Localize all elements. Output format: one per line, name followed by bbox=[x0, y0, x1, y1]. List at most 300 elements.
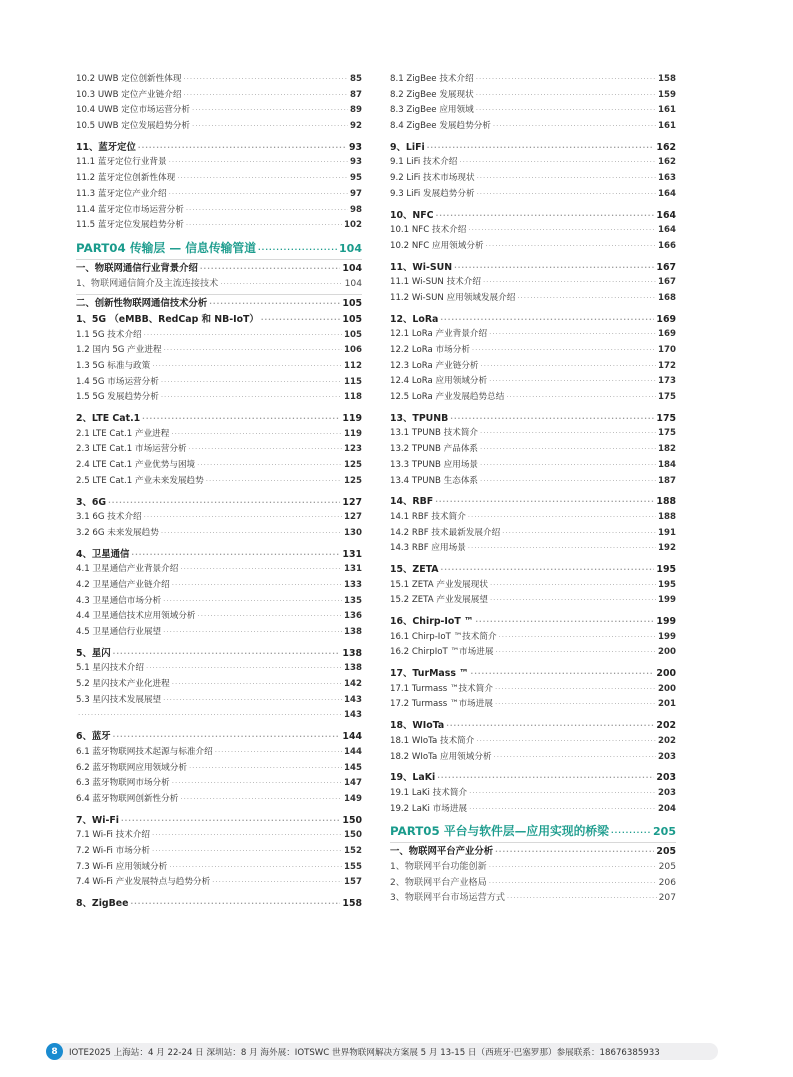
toc-entry-page: 161 bbox=[658, 121, 676, 132]
toc-entry-page: 150 bbox=[342, 814, 362, 826]
toc-entry-label: 6.2 蓝牙物联网应用领域分析 bbox=[76, 762, 187, 773]
toc-entry-label: 8.3 ZigBee 应用领域 bbox=[390, 105, 474, 116]
dot-leader bbox=[258, 241, 337, 259]
toc-section-entry[interactable] bbox=[76, 828, 362, 844]
toc-entry-label: 15.2 ZETA 产业发展展望 bbox=[390, 595, 488, 606]
dot-leader bbox=[121, 814, 340, 830]
toc-entry-label: 8、ZigBee bbox=[76, 898, 129, 909]
dot-leader bbox=[477, 187, 656, 203]
toc-section-entry[interactable] bbox=[390, 291, 676, 307]
toc-section-entry[interactable] bbox=[390, 697, 676, 713]
toc-section-entry[interactable] bbox=[76, 390, 362, 406]
dot-leader bbox=[220, 277, 342, 293]
toc-entry-page: 200 bbox=[658, 683, 676, 694]
dot-leader bbox=[197, 458, 342, 474]
toc-entry-label: 4.1 卫星通信产业背景介绍 bbox=[76, 564, 179, 575]
toc-entry-page: 104 bbox=[339, 241, 362, 255]
toc-section-entry[interactable] bbox=[76, 594, 362, 610]
dot-leader bbox=[200, 262, 341, 278]
toc-section-entry[interactable] bbox=[390, 578, 676, 594]
dot-leader bbox=[144, 510, 342, 526]
dot-leader bbox=[427, 141, 655, 157]
toc-entry-page: 93 bbox=[348, 141, 362, 153]
toc-chapter-entry[interactable] bbox=[390, 312, 676, 328]
dot-leader bbox=[495, 697, 656, 713]
toc-section-entry[interactable] bbox=[76, 474, 362, 490]
toc-section-entry[interactable] bbox=[76, 155, 362, 171]
toc-chapter-entry[interactable] bbox=[76, 896, 362, 912]
toc-section-entry[interactable] bbox=[76, 277, 362, 293]
dot-leader bbox=[468, 223, 656, 239]
toc-section-entry[interactable] bbox=[76, 218, 362, 234]
toc-entry-page: 106 bbox=[344, 345, 362, 356]
toc-entry-label: 10.2 UWB 定位创新性体现 bbox=[76, 74, 182, 84]
toc-section-entry[interactable] bbox=[390, 458, 676, 474]
toc-section-entry[interactable] bbox=[390, 343, 676, 359]
toc-entry-page: 87 bbox=[350, 89, 362, 100]
toc-entry-page: 205 bbox=[653, 825, 676, 839]
toc-entry-page: 127 bbox=[342, 496, 362, 508]
toc-section-entry[interactable] bbox=[390, 72, 676, 88]
toc-section-entry[interactable] bbox=[76, 103, 362, 119]
toc-entry-label: 11.3 蓝牙定位产业介绍 bbox=[76, 188, 167, 199]
toc-section-entry[interactable] bbox=[390, 426, 676, 442]
dot-leader bbox=[440, 313, 654, 329]
toc-entry-label: 1、物联网通信简介及主流连接技术 bbox=[76, 278, 219, 289]
toc-section-entry[interactable] bbox=[390, 645, 676, 661]
dot-leader bbox=[481, 359, 657, 375]
toc-section-entry[interactable] bbox=[390, 526, 676, 542]
toc-entry-label: 11.1 蓝牙定位行业背景 bbox=[76, 157, 167, 168]
toc-entry-page: 119 bbox=[344, 428, 362, 439]
toc-entry-page: 167 bbox=[658, 277, 676, 288]
toc-entry-label: 11.5 蓝牙定位发展趋势分析 bbox=[76, 220, 184, 231]
toc-entry-page: 127 bbox=[344, 512, 362, 523]
toc-entry-page: 85 bbox=[350, 74, 362, 84]
toc-section-entry[interactable] bbox=[390, 541, 676, 557]
toc-entry-label: PART05 平台与软件层—应用实现的桥梁 bbox=[390, 824, 609, 839]
toc-entry-page: 104 bbox=[342, 262, 362, 274]
toc-entry-label: 7、Wi-Fi bbox=[76, 814, 119, 826]
toc-entry-label: 1.5 5G 发展趋势分析 bbox=[76, 392, 159, 403]
toc-entry-page: 187 bbox=[658, 475, 676, 486]
dot-leader bbox=[490, 578, 656, 594]
dot-leader bbox=[499, 630, 657, 646]
toc-entry-label: 10.3 UWB 定位产业链介绍 bbox=[76, 89, 182, 100]
toc-section-entry[interactable] bbox=[76, 745, 362, 761]
toc-entry-label: 5、星闪 bbox=[76, 647, 111, 659]
toc-entry-label: 2.4 LTE Cat.1 产业优势与困境 bbox=[76, 460, 196, 471]
dot-leader bbox=[437, 771, 654, 787]
toc-entry-label: 14.1 RBF 技术简介 bbox=[390, 511, 466, 522]
dot-leader bbox=[489, 374, 656, 390]
toc-section-entry[interactable] bbox=[76, 625, 362, 641]
toc-entry-label: 1、5G （eMBB、RedCap 和 NB-IoT） bbox=[76, 313, 259, 325]
toc-entry-page: 162 bbox=[658, 157, 676, 168]
dot-leader bbox=[480, 458, 656, 474]
toc-section-entry[interactable] bbox=[76, 708, 362, 724]
dot-leader bbox=[180, 792, 342, 808]
toc-entry-page: 188 bbox=[656, 496, 676, 508]
toc-section-entry[interactable] bbox=[390, 359, 676, 375]
toc-entry-page: 138 bbox=[342, 647, 362, 659]
dot-leader bbox=[172, 776, 342, 792]
toc-entry-page: 159 bbox=[658, 89, 676, 100]
toc-section-entry[interactable] bbox=[76, 792, 362, 808]
toc-chapter-entry[interactable] bbox=[390, 411, 676, 427]
toc-entry-page: 144 bbox=[342, 731, 362, 743]
toc-entry-page: 203 bbox=[656, 772, 676, 784]
dot-leader bbox=[78, 708, 342, 724]
toc-section-entry[interactable] bbox=[390, 239, 676, 255]
toc-entry-label: 9.1 LiFi 技术介绍 bbox=[390, 157, 458, 168]
toc-entry-label: 11.4 蓝牙定位市场运营分析 bbox=[76, 204, 184, 215]
toc-entry-label: 9.3 LiFi 发展趋势分析 bbox=[390, 188, 475, 199]
toc-entry-page: 168 bbox=[658, 292, 676, 303]
dot-leader bbox=[161, 526, 342, 542]
dot-leader bbox=[186, 218, 342, 234]
toc-entry-page: 173 bbox=[658, 376, 676, 387]
toc-chapter-entry[interactable] bbox=[390, 614, 676, 630]
footer-text: IOTE2025 上海站：4 月 22-24 日 深圳站：8 月 海外展：IOTSWC 世界物联网解决方案展 5 月 13-15 日（西班牙·巴塞罗那）参展联系：18676385933 bbox=[69, 1047, 660, 1058]
toc-entry-page: 199 bbox=[656, 616, 676, 627]
dot-leader bbox=[163, 594, 342, 610]
toc-entry-label: 10.1 NFC 技术介绍 bbox=[390, 225, 467, 236]
toc-chapter-entry[interactable] bbox=[76, 495, 362, 511]
dot-leader bbox=[495, 845, 654, 861]
dot-leader bbox=[471, 667, 655, 683]
toc-section-entry[interactable] bbox=[76, 875, 362, 891]
toc-section-entry[interactable] bbox=[390, 474, 676, 490]
toc-entry-page: 200 bbox=[656, 668, 676, 680]
toc-section-entry[interactable] bbox=[76, 526, 362, 542]
dot-leader bbox=[152, 359, 342, 375]
toc-section-entry[interactable] bbox=[76, 562, 362, 578]
dot-leader bbox=[108, 496, 340, 512]
toc-entry-page: 191 bbox=[658, 527, 676, 538]
toc-chapter-entry[interactable] bbox=[390, 260, 676, 276]
toc-section-entry[interactable] bbox=[390, 630, 676, 646]
toc-chapter-entry[interactable] bbox=[390, 140, 676, 156]
toc-section-entry[interactable] bbox=[390, 187, 676, 203]
toc-entry-page: 136 bbox=[344, 611, 362, 622]
toc-entry-label: 10.2 NFC 应用领域分析 bbox=[390, 240, 484, 251]
toc-part-heading[interactable] bbox=[390, 822, 676, 840]
toc-entry-label: 二、创新性物联网通信技术分析 bbox=[76, 298, 208, 310]
toc-entry-label: 1、物联网平台功能创新 bbox=[390, 861, 487, 872]
toc-section-entry[interactable] bbox=[76, 661, 362, 677]
toc-entry-page: 188 bbox=[658, 511, 676, 522]
toc-entry-page: 205 bbox=[656, 846, 676, 858]
dot-leader bbox=[469, 786, 656, 802]
toc-chapter-entry[interactable] bbox=[76, 261, 362, 277]
toc-section-entry[interactable] bbox=[76, 328, 362, 344]
toc-chapter-entry[interactable] bbox=[76, 296, 362, 312]
toc-entry-label: 2.3 LTE Cat.1 市场运营分析 bbox=[76, 444, 187, 455]
toc-chapter-entry[interactable] bbox=[76, 312, 362, 328]
toc-entry-label: 2、LTE Cat.1 bbox=[76, 413, 141, 425]
dot-leader bbox=[183, 88, 348, 104]
toc-entry-label: 3.1 6G 技术介绍 bbox=[76, 512, 142, 523]
toc-section-entry[interactable] bbox=[76, 442, 362, 458]
dot-leader bbox=[130, 897, 340, 913]
dot-leader bbox=[169, 187, 348, 203]
dot-leader bbox=[454, 261, 654, 277]
toc-chapter-entry[interactable] bbox=[390, 562, 676, 578]
toc-entry-page: 133 bbox=[344, 579, 362, 590]
divider bbox=[390, 842, 676, 843]
toc-entry-page: 131 bbox=[344, 564, 362, 575]
dot-leader bbox=[469, 802, 656, 818]
toc-entry-label: 13、TPUNB bbox=[390, 412, 449, 424]
toc-entry-label: 18.1 WIoTa 技术简介 bbox=[390, 735, 475, 746]
dot-leader bbox=[495, 682, 656, 698]
toc-section-entry[interactable] bbox=[390, 103, 676, 119]
toc-entry-label: 3、物联网平台市场运营方式 bbox=[390, 893, 505, 904]
dot-leader bbox=[495, 645, 656, 661]
toc-entry-page: 131 bbox=[342, 548, 362, 560]
toc-entry-label: 13.2 TPUNB 产品体系 bbox=[390, 444, 479, 455]
toc-entry-label: 7.4 Wi-Fi 产业发展特点与趋势分析 bbox=[76, 877, 211, 888]
dot-leader bbox=[172, 677, 342, 693]
toc-entry-label: 一、物联网平台产业分析 bbox=[390, 846, 494, 858]
toc-entry-page: 105 bbox=[344, 329, 362, 340]
toc-entry-page: 199 bbox=[658, 631, 676, 642]
toc-entry-page: 206 bbox=[658, 877, 676, 888]
toc-section-entry[interactable] bbox=[390, 442, 676, 458]
toc-section-entry[interactable] bbox=[76, 427, 362, 443]
dot-leader bbox=[144, 328, 342, 344]
toc-chapter-entry[interactable] bbox=[76, 140, 362, 156]
toc-left-column bbox=[76, 72, 362, 912]
dot-leader bbox=[489, 327, 656, 343]
toc-entry-page: 172 bbox=[658, 360, 676, 371]
toc-section-entry[interactable] bbox=[76, 359, 362, 375]
toc-entry-page: 166 bbox=[658, 240, 676, 251]
toc-section-entry[interactable] bbox=[390, 734, 676, 750]
toc-section-entry[interactable] bbox=[390, 155, 676, 171]
toc-entry-label: 18.2 WIoTa 应用领域分析 bbox=[390, 751, 492, 762]
toc-entry-label: 11、Wi-SUN bbox=[390, 261, 453, 273]
dot-leader bbox=[517, 291, 656, 307]
toc-chapter-entry[interactable] bbox=[76, 411, 362, 427]
dot-leader bbox=[164, 343, 342, 359]
toc-entry-label: 一、物联网通信行业背景介绍 bbox=[76, 262, 198, 274]
toc-entry-label: 1.2 国内 5G 产业进程 bbox=[76, 345, 162, 356]
toc-section-entry[interactable] bbox=[76, 171, 362, 187]
dot-leader bbox=[161, 390, 342, 406]
toc-section-entry[interactable] bbox=[390, 88, 676, 104]
toc-entry-page: 157 bbox=[344, 877, 362, 888]
toc-entry-page: 144 bbox=[344, 746, 362, 757]
toc-entry-label: 16.1 Chirp-IoT ™技术简介 bbox=[390, 631, 497, 642]
dot-leader bbox=[180, 562, 342, 578]
toc-entry-label: 15、ZETA bbox=[390, 563, 439, 575]
dot-leader bbox=[138, 141, 347, 157]
toc-entry-page: 145 bbox=[344, 762, 362, 773]
toc-entry-label: 7.1 Wi-Fi 技术介绍 bbox=[76, 830, 151, 841]
toc-section-entry[interactable] bbox=[76, 776, 362, 792]
toc-section-entry[interactable] bbox=[76, 88, 362, 104]
toc-entry-label: 16、Chirp-IoT ™ bbox=[390, 616, 474, 627]
toc-section-entry[interactable] bbox=[390, 891, 676, 907]
dot-leader bbox=[480, 442, 656, 458]
toc-chapter-entry[interactable] bbox=[390, 844, 676, 860]
toc-chapter-entry[interactable] bbox=[390, 666, 676, 682]
dot-leader bbox=[468, 510, 656, 526]
toc-entry-label: 17.2 Turmass ™市场进展 bbox=[390, 699, 493, 710]
toc-entry-label: 3.2 6G 未来发展趋势 bbox=[76, 527, 159, 538]
toc-section-entry[interactable] bbox=[76, 844, 362, 860]
dot-leader bbox=[186, 203, 348, 219]
toc-entry-page: 143 bbox=[344, 694, 362, 705]
toc-entry-page: 158 bbox=[658, 74, 676, 84]
toc-entry-label: 19.1 LaKi 技术简介 bbox=[390, 787, 468, 798]
toc-entry-page: 149 bbox=[344, 793, 362, 804]
toc-entry-label: 14、RBF bbox=[390, 496, 434, 508]
divider bbox=[76, 294, 362, 295]
dot-leader bbox=[198, 609, 343, 625]
toc-entry-page: 142 bbox=[344, 679, 362, 690]
dot-leader bbox=[490, 593, 656, 609]
dot-leader bbox=[611, 824, 651, 842]
dot-leader bbox=[489, 876, 657, 892]
dot-leader bbox=[475, 615, 654, 631]
toc-section-entry[interactable] bbox=[390, 223, 676, 239]
toc-section-entry[interactable] bbox=[76, 343, 362, 359]
toc-section-entry[interactable] bbox=[390, 786, 676, 802]
toc-section-entry[interactable] bbox=[390, 876, 676, 892]
toc-chapter-entry[interactable] bbox=[76, 547, 362, 563]
dot-leader bbox=[489, 860, 657, 876]
toc-chapter-entry[interactable] bbox=[76, 646, 362, 662]
toc-entry-page: 104 bbox=[344, 278, 362, 289]
toc-entry-page: 135 bbox=[344, 595, 362, 606]
toc-section-entry[interactable] bbox=[390, 860, 676, 876]
toc-entry-label: 2.5 LTE Cat.1 产业未来发展趋势 bbox=[76, 475, 204, 486]
toc-entry-label: PART04 传输层 — 信息传输管道 bbox=[76, 240, 257, 255]
toc-entry-page: 138 bbox=[344, 663, 362, 674]
toc-entry-page: 163 bbox=[658, 173, 676, 184]
toc-entry-page: 115 bbox=[344, 376, 362, 387]
dot-leader bbox=[472, 343, 656, 359]
toc-section-entry[interactable] bbox=[390, 327, 676, 343]
toc-section-entry[interactable] bbox=[390, 510, 676, 526]
toc-entry-label: 4.5 卫星通信行业展望 bbox=[76, 627, 162, 637]
toc-entry-label: 11、蓝牙定位 bbox=[76, 141, 136, 153]
toc-section-entry[interactable] bbox=[390, 275, 676, 291]
dot-leader bbox=[177, 171, 348, 187]
toc-section-entry[interactable] bbox=[76, 677, 362, 693]
toc-entry-page: 184 bbox=[658, 459, 676, 470]
toc-entry-label: 12.2 LoRa 市场分析 bbox=[390, 345, 470, 355]
toc-entry-page: 150 bbox=[344, 830, 362, 841]
toc-entry-page: 175 bbox=[658, 428, 676, 439]
toc-entry-page: 202 bbox=[658, 735, 676, 746]
toc-entry-page: 119 bbox=[342, 413, 362, 425]
toc-section-entry[interactable] bbox=[76, 203, 362, 219]
toc-entry-label: 17.1 Turmass ™技术简介 bbox=[390, 683, 493, 694]
toc-chapter-entry[interactable] bbox=[390, 494, 676, 510]
toc-entry-page: 200 bbox=[658, 647, 676, 658]
toc-entry-label: 8.2 ZigBee 发展现状 bbox=[390, 89, 474, 100]
dot-leader bbox=[183, 72, 348, 88]
dot-leader bbox=[113, 647, 341, 663]
toc-entry-label: 10.5 UWB 定位发展趋势分析 bbox=[76, 121, 191, 132]
dot-leader bbox=[446, 719, 654, 735]
toc-entry-label: 6.1 蓝牙物联网技术起源与标准介绍 bbox=[76, 746, 213, 757]
toc-section-entry[interactable] bbox=[76, 187, 362, 203]
toc-section-entry[interactable] bbox=[76, 72, 362, 88]
toc-section-entry[interactable] bbox=[390, 390, 676, 406]
toc-entry-label: 12.5 LoRa 产业发展趋势总结 bbox=[390, 392, 505, 403]
toc-section-entry[interactable] bbox=[390, 374, 676, 390]
toc-entry-page: 164 bbox=[658, 225, 676, 236]
toc-entry-page: 97 bbox=[350, 188, 362, 199]
toc-chapter-entry[interactable] bbox=[76, 729, 362, 745]
toc-section-entry[interactable] bbox=[390, 682, 676, 698]
toc-entry-page: 161 bbox=[658, 105, 676, 116]
toc-right-column bbox=[390, 72, 676, 907]
toc-section-entry[interactable] bbox=[390, 171, 676, 187]
dot-leader bbox=[483, 275, 656, 291]
toc-entry-page: 155 bbox=[344, 861, 362, 872]
toc-entry-page: 167 bbox=[656, 261, 676, 273]
toc-section-entry[interactable] bbox=[390, 119, 676, 135]
toc-section-entry[interactable] bbox=[76, 761, 362, 777]
toc-section-entry[interactable] bbox=[76, 375, 362, 391]
toc-entry-label: 14.2 RBF 技术最新发展介绍 bbox=[390, 527, 501, 538]
dot-leader bbox=[476, 72, 656, 88]
dot-leader bbox=[480, 426, 656, 442]
toc-entry-label: 18、WIoTa bbox=[390, 720, 445, 732]
toc-section-entry[interactable] bbox=[76, 609, 362, 625]
toc-part-heading[interactable] bbox=[76, 239, 362, 257]
dot-leader bbox=[142, 412, 340, 428]
toc-section-entry[interactable] bbox=[76, 578, 362, 594]
toc-section-entry[interactable] bbox=[76, 458, 362, 474]
dot-leader bbox=[192, 119, 348, 135]
toc-section-entry[interactable] bbox=[76, 510, 362, 526]
toc-entry-page: 118 bbox=[344, 392, 362, 403]
toc-entry-label: 6、蓝牙 bbox=[76, 731, 111, 743]
toc-section-entry[interactable] bbox=[390, 750, 676, 766]
toc-chapter-entry[interactable] bbox=[390, 208, 676, 224]
toc-entry-label: 5.2 星闪技术产业化进程 bbox=[76, 679, 170, 690]
toc-entry-label: 6.3 蓝牙物联网市场分析 bbox=[76, 778, 170, 789]
toc-section-entry[interactable] bbox=[390, 593, 676, 609]
toc-section-entry[interactable] bbox=[390, 802, 676, 818]
toc-section-entry[interactable] bbox=[76, 693, 362, 709]
toc-section-entry[interactable] bbox=[76, 860, 362, 876]
toc-chapter-entry[interactable] bbox=[390, 770, 676, 786]
toc-entry-page: 92 bbox=[350, 121, 362, 132]
dot-leader bbox=[441, 563, 655, 579]
toc-section-entry[interactable] bbox=[76, 119, 362, 135]
dot-leader bbox=[161, 375, 342, 391]
toc-chapter-entry[interactable] bbox=[390, 718, 676, 734]
toc-chapter-entry[interactable] bbox=[76, 813, 362, 829]
dot-leader bbox=[477, 171, 656, 187]
page-number-badge: 8 bbox=[46, 1043, 63, 1060]
toc-entry-page: 170 bbox=[658, 345, 676, 355]
toc-entry-label: 8.4 ZigBee 发展趋势分析 bbox=[390, 121, 491, 132]
toc-entry-label: 16.2 ChirpIoT ™市场进展 bbox=[390, 647, 494, 658]
dot-leader bbox=[206, 474, 342, 490]
toc-entry-page: 152 bbox=[344, 845, 362, 856]
toc-entry-page: 95 bbox=[350, 173, 362, 184]
toc-entry-label: 4.4 卫星通信技术应用领域分析 bbox=[76, 611, 196, 622]
